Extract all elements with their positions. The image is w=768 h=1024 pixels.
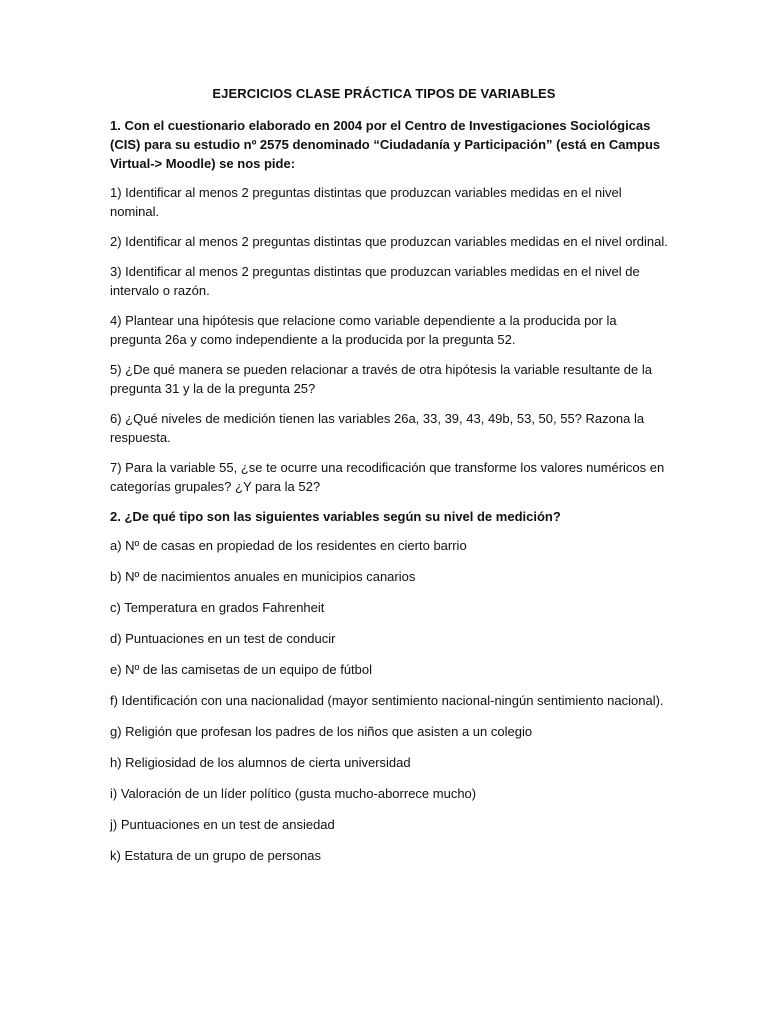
variable-item-f: f) Identificación con una nacionalidad (mayor sentimiento nacional-ningún sentimiento nacional). bbox=[110, 693, 664, 708]
variable-item-d: d) Puntuaciones en un test de conducir bbox=[110, 631, 336, 646]
document-title: EJERCICIOS CLASE PRÁCTICA TIPOS DE VARIABLES bbox=[212, 86, 556, 101]
variable-item-c: c) Temperatura en grados Fahrenheit bbox=[110, 600, 325, 615]
question-7: 7) Para la variable 55, ¿se te ocurre una recodificación que transforme los valores numéricos en categorías grupales? ¿Y para la 52? bbox=[110, 460, 665, 494]
question-3: 3) Identificar al menos 2 preguntas distintas que produzcan variables medidas en el nivel de intervalo o razón. bbox=[110, 264, 640, 298]
question-4: 4) Plantear una hipótesis que relacione como variable dependiente a la producida por la pregunta 26a y como independiente a la producida por la pregunta 52. bbox=[110, 313, 617, 347]
variable-item-i: i) Valoración de un líder político (gusta mucho-aborrece mucho) bbox=[110, 786, 477, 801]
question-5: 5) ¿De qué manera se pueden relacionar a través de otra hipótesis la variable resultante de la pregunta 31 y la de la pregunta 25? bbox=[110, 362, 652, 396]
variable-item-b: b) Nº de nacimientos anuales en municipios canarios bbox=[110, 569, 416, 584]
section-2-heading: 2. ¿De qué tipo son las siguientes variables según su nivel de medición? bbox=[110, 509, 561, 524]
variable-item-g: g) Religión que profesan los padres de los niños que asisten a un colegio bbox=[110, 724, 533, 739]
variable-item-h: h) Religiosidad de los alumnos de cierta universidad bbox=[110, 755, 411, 770]
variable-item-a: a) Nº de casas en propiedad de los residentes en cierto barrio bbox=[110, 538, 467, 553]
question-1: 1) Identificar al menos 2 preguntas distintas que produzcan variables medidas en el nivel nominal. bbox=[110, 185, 622, 219]
variable-item-k: k) Estatura de un grupo de personas bbox=[110, 848, 322, 863]
variable-item-j: j) Puntuaciones en un test de ansiedad bbox=[110, 817, 335, 832]
document-body bbox=[110, 116, 670, 877]
variable-item-e: e) Nº de las camisetas de un equipo de fútbol bbox=[110, 662, 373, 677]
question-6: 6) ¿Qué niveles de medición tienen las variables 26a, 33, 39, 43, 49b, 53, 50, 55? Razona la respuesta. bbox=[110, 411, 645, 445]
section-1-heading: 1. Con el cuestionario elaborado en 2004 por el Centro de Investigaciones Sociológicas (CIS) para su estudio nº 2575 denominado “Ciudadanía y Participación” (está en Campus Virtual-> Moodle) se nos pide: bbox=[110, 118, 661, 171]
question-2: 2) Identificar al menos 2 preguntas distintas que produzcan variables medidas en el nivel ordinal. bbox=[110, 234, 668, 249]
